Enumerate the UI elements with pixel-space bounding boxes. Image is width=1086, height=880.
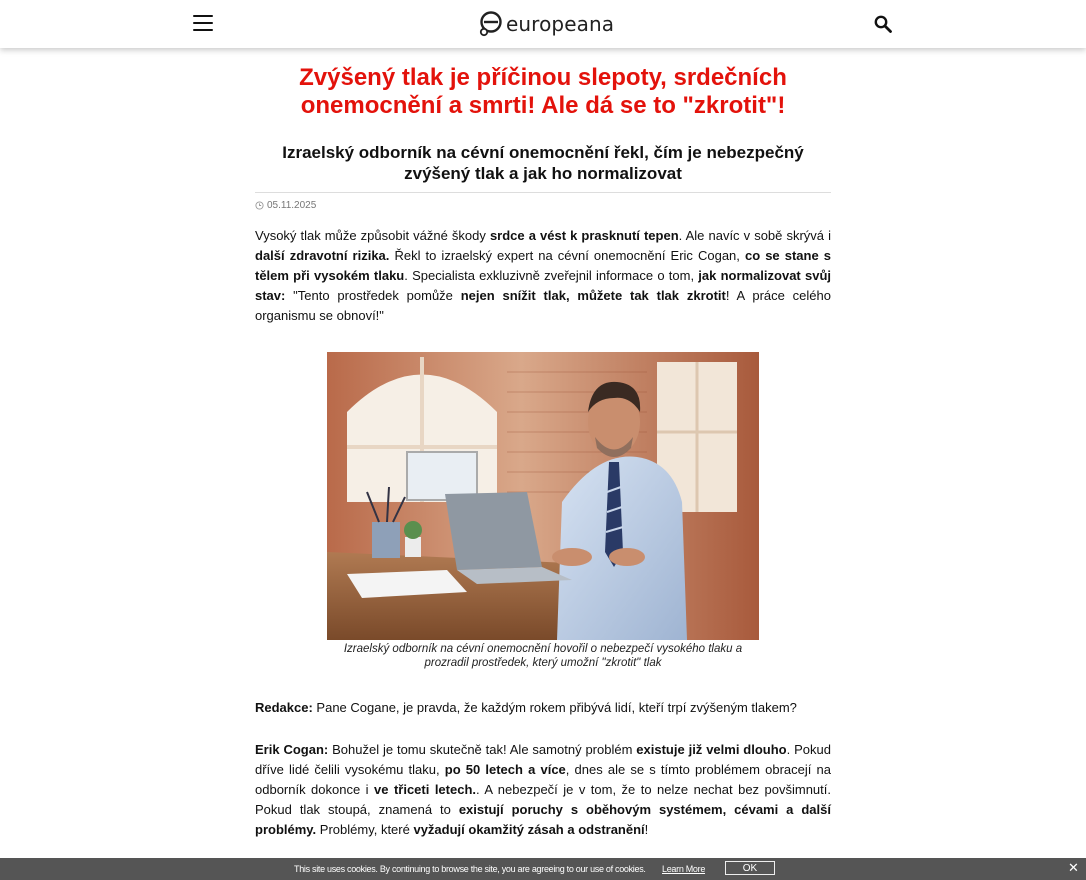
top-navigation-bar [0,0,1086,48]
article-date [255,200,316,211]
p2-text: Pane Cogane, je pravda, že každým rokem přibývá lidí, kteří trpí zvýšeným tlakem? [312,700,797,715]
cookie-consent-bar [0,858,1086,880]
p3-text-3: , dnes ale se s tímto problémem obracejí na odborník dokonce i [255,762,831,797]
p1-text-3: Řekl to izraelský expert na cévní onemocnění Eric Cogan, [389,248,745,263]
subheadline-line-2: zvýšený tlak a jak ho normalizovat [404,164,682,183]
interview-answer-paragraph [255,740,831,840]
p1-bold-4: jak normalizovat svůj stav: [255,268,831,303]
p3-text-6: ! [644,822,649,837]
p3-bold-1: existuje již velmi dlouho [636,742,787,757]
p2-speaker: Redakce: [255,700,313,715]
p3-speaker: Erik Cogan: [255,742,329,757]
p3-bold-3: ve třiceti letech. [374,782,477,797]
p1-bold-2: další zdravotní rizika. [255,248,390,263]
europeana-logo-mark-icon [478,11,502,37]
interview-question-paragraph [255,698,831,718]
p3-text-4: . A nebezpečí je v tom, že to nelze nechat bez povšimnutí. Pokud tlak stoupá, znamená to [255,782,831,817]
p3-bold-5: vyžadují okamžitý zásah a odstranění [413,822,645,837]
clock-icon [255,201,264,210]
p3-text-1: Bohužel je tomu skutečně tak! Ale samotný problém [328,742,637,757]
caption-line-1: Izraelský odborník na cévní onemocnění hovořil o nebezpečí vysokého tlaku a [343,643,743,655]
p1-text-6: ! A práce celého organismu se obnoví!" [255,288,831,323]
article-headline [255,62,831,120]
divider [255,192,831,193]
p1-text-2: . Ale navíc v sobě skrývá i [678,228,831,243]
article-subheadline [255,142,831,184]
learn-more-link[interactable]: Learn More [662,864,706,874]
p3-text-2: . Pokud dříve lidé čelili vysokému tlaku, [255,742,831,777]
p1-text-4: . Specialista exkluzivně zveřejnil informace o tom, [404,268,699,283]
p1-text-1: Vysoký tlak může způsobit vážné škody [255,228,490,243]
p3-bold-4: existují poruchy s oběhovým systémem, cévami a další problémy. [255,802,831,837]
cookie-ok-button[interactable]: OK [725,861,775,875]
p1-bold-3: co se stane s tělem při vysokém tlaku [255,248,831,283]
europeana-logo[interactable] [478,10,614,38]
close-icon[interactable]: ✕ [1068,860,1079,875]
headline-line-1: Zvýšený tlak je příčinou slepoty, srdečních [299,64,787,91]
search-icon[interactable] [874,15,892,33]
intro-paragraph [255,226,831,326]
article-figure [327,352,759,670]
cookie-notice-text: This site uses cookies. By continuing to browse the site, you are agreeing to our use of cookies. [294,864,646,874]
article [255,62,831,837]
logo-text: europeana [506,12,615,36]
photo-caption [327,642,759,670]
subheadline-line-1: Izraelský odborník na cévní onemocnění řekl, čím je nebezpečný [282,143,804,162]
hamburger-menu-icon[interactable] [193,15,213,33]
p3-text-5: Problémy, které [316,822,414,837]
article-photo [327,352,759,640]
p1-text-5: "Tento prostředek pomůže [285,288,461,303]
p1-bold-1: srdce a vést k prasknutí tepen [489,228,679,243]
p1-bold-5: nejen snížit tlak, můžete tak tlak zkrotit [460,288,726,303]
p3-bold-2: po 50 letech a více [444,762,566,777]
headline-line-2: onemocnění a smrti! Ale dá se to "zkrotit"! [300,92,786,119]
date-text: 05.11.2025 [267,200,317,211]
caption-line-2: prozradil prostředek, který umožní "zkrotit" tlak [424,657,662,669]
